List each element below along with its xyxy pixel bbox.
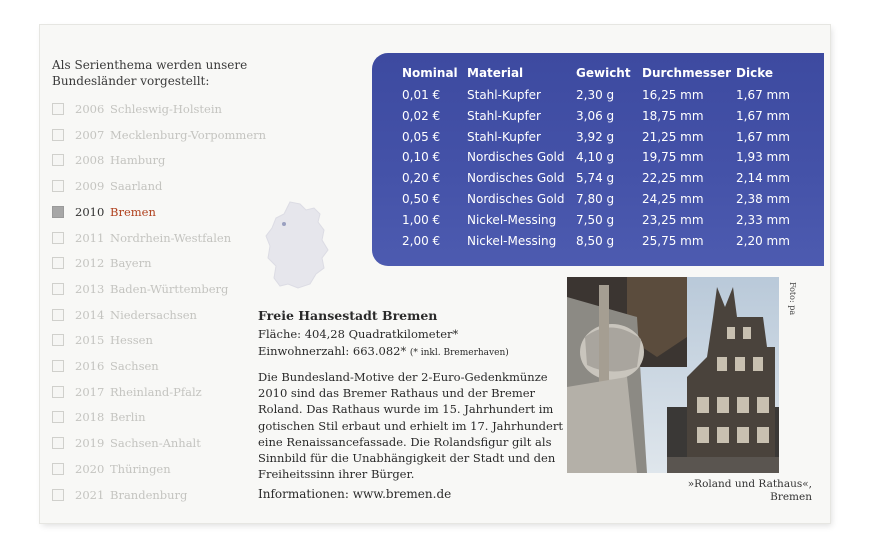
checkbox-icon — [52, 360, 64, 372]
checkbox-icon — [52, 232, 64, 244]
state-name: Bremen — [110, 204, 156, 219]
checkbox-icon — [52, 257, 64, 269]
checkbox-icon — [52, 129, 64, 141]
table-cell: 18,75 mm — [642, 108, 704, 123]
state-name: Schleswig-Holstein — [110, 102, 222, 116]
table-cell: 8,50 g — [576, 233, 615, 248]
state-year: 2018 — [75, 410, 105, 425]
state-name: Mecklenburg-Vorpommern — [110, 127, 267, 142]
table-cell: 3,92 g — [576, 129, 615, 144]
state-item — [52, 179, 312, 197]
state-name: Baden-Württemberg — [110, 281, 229, 296]
table-cell: Nickel-Messing — [467, 212, 557, 227]
info-population-note: (* inkl. Bremerhaven) — [409, 348, 509, 358]
info-title: Freie Hansestadt Bremen — [258, 308, 438, 323]
table-cell: 0,20 € — [402, 171, 441, 186]
state-year: 2014 — [75, 307, 105, 322]
photo-credit: Foto: pa — [788, 282, 797, 316]
state-year: 2020 — [75, 461, 105, 476]
state-year: 2015 — [75, 333, 105, 348]
table-cell: 7,80 g — [576, 192, 615, 206]
table-cell: 0,02 € — [402, 108, 441, 123]
table-cell: 2,33 mm — [736, 212, 790, 227]
state-year: 2008 — [75, 153, 105, 168]
state-name: Sachsen-Anhalt — [110, 436, 201, 451]
table-cell: 7,50 g — [576, 212, 615, 227]
state-year: 2006 — [75, 102, 105, 116]
state-item — [52, 153, 312, 171]
state-name: Niedersachsen — [110, 307, 197, 322]
intro-text — [52, 57, 247, 89]
table-header-cell: Gewicht — [576, 66, 631, 80]
state-year: 2011 — [75, 230, 105, 245]
state-year: 2007 — [75, 127, 105, 142]
table-cell: 0,50 € — [402, 192, 441, 206]
intro-line-1: Als Serienthema werden unsere — [52, 58, 248, 72]
germany-map-icon — [262, 200, 332, 290]
table-cell: 3,06 g — [576, 108, 615, 123]
table-cell: Stahl-Kupfer — [467, 88, 541, 102]
state-name: Hessen — [110, 333, 153, 348]
checkbox-icon — [52, 334, 64, 346]
table-cell: 5,74 g — [576, 171, 615, 186]
checkbox-icon — [52, 283, 64, 295]
table-cell: 0,10 € — [402, 150, 441, 165]
state-year: 2019 — [75, 436, 105, 451]
checked-box-icon — [52, 206, 64, 218]
state-year: 2016 — [75, 359, 105, 373]
state-year: 2010 — [75, 204, 105, 219]
table-header-cell: Durchmesser — [642, 66, 732, 80]
info-body-line: eine Renaissancefassade. Die Rolandsfigur gilt als — [258, 434, 552, 449]
info-link: Informationen: www.bremen.de — [258, 487, 452, 501]
table-cell: 22,25 mm — [642, 171, 704, 186]
checkbox-icon — [52, 463, 64, 475]
table-cell: 1,67 mm — [736, 88, 790, 102]
table-cell: 4,10 g — [576, 150, 615, 165]
checkbox-icon — [52, 386, 64, 398]
state-name: Nordrhein-Westfalen — [110, 230, 232, 245]
state-name: Thüringen — [110, 461, 171, 476]
info-body-line: Sinnbild für die Unabhängigkeit der Stadt und den — [258, 451, 556, 466]
info-population: Einwohnerzahl: 663.082* — [258, 344, 407, 358]
table-header-cell: Material — [467, 66, 524, 80]
table-cell: 21,25 mm — [642, 129, 704, 144]
table-cell: Nordisches Gold — [467, 150, 565, 165]
table-cell: 2,14 mm — [736, 171, 790, 186]
checkbox-icon — [52, 411, 64, 423]
state-name: Rheinland-Pfalz — [110, 384, 202, 399]
table-cell: Nickel-Messing — [467, 233, 557, 248]
table-header-cell: Nominal — [402, 66, 458, 80]
info-area: Fläche: 404,28 Quadratkilometer* — [258, 327, 459, 341]
state-year: 2009 — [75, 179, 105, 194]
table-cell: 0,05 € — [402, 129, 441, 144]
info-body-line: Die Bundesland-Motive der 2-Euro-Gedenkmünze — [258, 370, 548, 384]
intro-line-2: Bundesländer vorgestellt: — [52, 74, 210, 88]
state-year: 2013 — [75, 281, 105, 296]
photo-caption-line-2: Bremen — [770, 491, 812, 503]
table-header-cell: Dicke — [736, 66, 773, 80]
state-name: Saarland — [110, 179, 163, 194]
checkbox-icon — [52, 489, 64, 501]
table-cell: Stahl-Kupfer — [467, 129, 541, 144]
table-cell: 0,01 € — [402, 88, 441, 102]
roland-and-town-hall-photo — [567, 277, 779, 473]
state-name: Hamburg — [110, 153, 166, 168]
state-year: 2017 — [75, 384, 105, 399]
info-body-line: Roland. Das Rathaus wurde im 15. Jahrhundert im — [258, 402, 554, 417]
state-item — [52, 102, 312, 120]
state-name: Berlin — [110, 410, 146, 425]
table-cell: 2,00 € — [402, 233, 441, 248]
state-year: 2012 — [75, 256, 105, 271]
table-cell: Nordisches Gold — [467, 171, 565, 186]
state-name: Sachsen — [110, 359, 159, 373]
table-cell: 2,30 g — [576, 88, 615, 102]
table-cell: 23,25 mm — [642, 212, 704, 227]
info-body — [258, 369, 563, 482]
table-cell: 25,75 mm — [642, 233, 704, 248]
info-population-row — [258, 344, 509, 358]
info-body-line: Freiheitssinn ihrer Bürger. — [258, 467, 415, 482]
checkbox-icon — [52, 103, 64, 115]
checkbox-icon — [52, 437, 64, 449]
state-item — [52, 128, 312, 146]
table-cell: 1,00 € — [402, 212, 441, 227]
checkbox-icon — [52, 309, 64, 321]
table-cell: 2,20 mm — [736, 233, 790, 248]
table-cell: 2,38 mm — [736, 192, 790, 206]
info-body-line: gotischen Stil erbaut und erhielt im 17. Jahrhundert — [258, 418, 563, 433]
table-cell: 1,67 mm — [736, 129, 790, 144]
info-body-line: 2010 sind das Bremer Rathaus und der Bremer — [258, 386, 536, 401]
state-name: Bayern — [110, 256, 152, 271]
table-cell: Stahl-Kupfer — [467, 108, 541, 123]
state-name: Brandenburg — [110, 487, 188, 502]
state-year: 2021 — [75, 487, 105, 502]
checkbox-icon — [52, 154, 64, 166]
table-cell: 24,25 mm — [642, 192, 704, 206]
table-cell: 1,67 mm — [736, 108, 790, 123]
table-cell: 1,93 mm — [736, 150, 790, 165]
table-cell: 19,75 mm — [642, 150, 704, 165]
checkbox-icon — [52, 180, 64, 192]
table-cell: Nordisches Gold — [467, 192, 565, 206]
table-cell: 16,25 mm — [642, 88, 704, 102]
photo-caption — [688, 478, 812, 504]
photo-caption-line-1: »Roland und Rathaus«, — [687, 478, 812, 490]
